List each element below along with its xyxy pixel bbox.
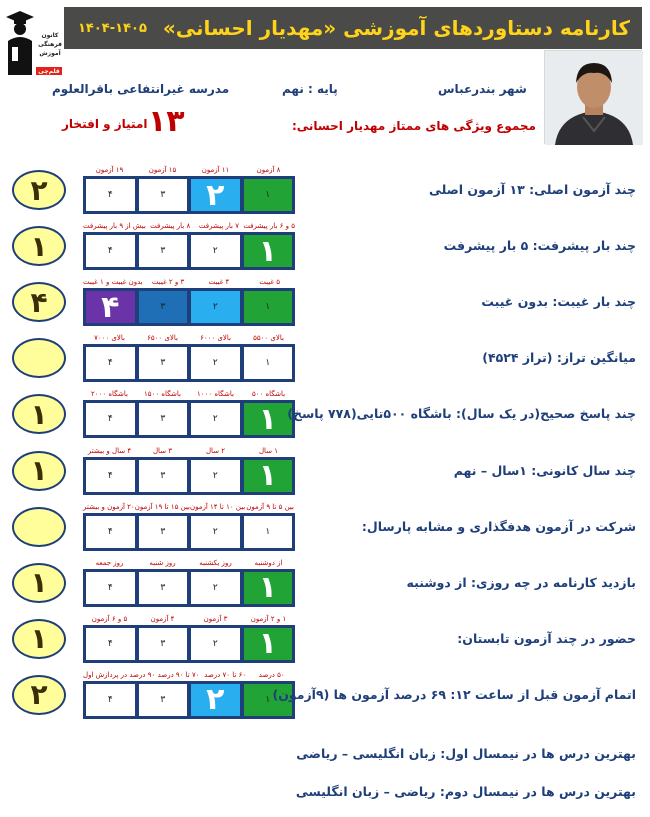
score-circle: ۴ <box>12 282 66 322</box>
level-caption: ۸ بار پیشرفت <box>150 222 191 231</box>
score-circle <box>12 338 66 378</box>
score-circle: ۲ <box>12 170 66 210</box>
level-caption: باشگاه ۵۰۰ <box>251 390 286 399</box>
level-captions <box>83 559 295 569</box>
level-caption: ۵۰ درصد <box>258 670 285 679</box>
level-cell: ۳ <box>138 459 189 493</box>
logo <box>4 7 62 77</box>
level-caption: بین ۱۵ تا ۱۹ آزمون <box>134 502 190 511</box>
level-cell: ۴ <box>85 627 136 661</box>
level-captions <box>83 390 295 400</box>
level-caption: ۲ سال <box>205 446 226 455</box>
score-circle <box>12 507 66 547</box>
level-caption: روز شنبه <box>149 558 176 567</box>
level-cell: ۱ <box>243 290 294 324</box>
level-caption: روز یکشنبه <box>199 558 232 567</box>
header-bar <box>64 7 642 49</box>
level-cell: ۱ <box>243 178 294 212</box>
level-cell: ۳ <box>138 683 189 717</box>
score-circle: ۱ <box>12 394 66 434</box>
criteria-row <box>0 278 650 328</box>
level-grid <box>83 176 295 214</box>
level-grid <box>83 681 295 719</box>
level-cell: ۴ <box>85 402 136 436</box>
total-features-label: مجموع ویژگی های ممتاز مهدیار احسانی: <box>291 119 536 133</box>
level-cell: ۴ <box>85 683 136 717</box>
level-caption: ۶۰ تا ۷۰ درصد <box>204 670 247 679</box>
logo-brand: قلم‌چی <box>38 68 60 75</box>
student-grade: پایه : نهم <box>282 82 338 96</box>
criteria-question: چند آزمون اصلی: ۱۳ آزمون اصلی <box>428 182 636 197</box>
level-caption: ۴ آزمون <box>150 614 175 623</box>
level-cell: ۳ <box>138 234 189 268</box>
level-cell: ۲ <box>190 683 241 717</box>
level-caption: باشگاه ۱۵۰۰ <box>144 390 181 399</box>
level-caption: ۳ سال <box>152 446 173 455</box>
criteria-question: میانگین تراز: (تراز ۴۵۲۴) <box>482 350 636 366</box>
criteria-question: چند بار غیبت: بدون غیبت <box>481 294 636 310</box>
level-cell: ۴ <box>85 290 136 324</box>
student-photo <box>544 50 642 144</box>
level-cell: ۳ <box>138 571 189 605</box>
level-cell: ۲ <box>190 515 241 549</box>
best-subjects-first-term: بهترین درس ها در نیمسال اول: زبان انگلیسی – ریاضی <box>296 746 636 761</box>
criteria-row <box>0 166 650 216</box>
level-grid <box>83 288 295 326</box>
criteria-row <box>0 615 650 665</box>
level-cell: ۳ <box>138 178 189 212</box>
score-circle: ۱ <box>12 451 66 491</box>
level-caption: ۹۰ درصد در پردازش اول <box>83 670 156 679</box>
level-captions <box>83 615 295 625</box>
level-caption: بدون غیبت و ۱ غیبت <box>83 278 143 287</box>
level-cell: ۲ <box>190 346 241 380</box>
level-cell: ۱ <box>243 627 294 661</box>
criteria-question: اتمام آزمون قبل از ساعت ۱۲: ۶۹ درصد آزمون ها (۹آزمون) <box>272 686 636 702</box>
level-caption: بیش از ۹ بار پیشرفت <box>83 222 146 231</box>
criteria-row <box>0 222 650 272</box>
criteria-row <box>0 334 650 384</box>
level-cell: ۴ <box>85 459 136 493</box>
level-cell: ۱ <box>243 234 294 268</box>
level-grid <box>83 625 295 663</box>
level-cell: ۴ <box>85 571 136 605</box>
student-school: مدرسه غیرانتفاعی باقرالعلوم <box>52 82 230 96</box>
level-cell: ۱ <box>243 402 294 436</box>
level-cell: ۲ <box>190 402 241 436</box>
level-caption: باشگاه ۱۰۰۰ <box>197 390 234 399</box>
level-cell: ۴ <box>85 178 136 212</box>
level-caption: ۲۰ آزمون و بیشتر <box>83 502 135 511</box>
level-caption: بالای ۶۵۰۰ <box>147 334 178 343</box>
level-caption: ۵ غیبت <box>259 278 280 287</box>
level-caption: ۱۱ آزمون <box>201 166 230 174</box>
criteria-question: چند سال کانونی: ۱سال – نهم <box>453 462 636 478</box>
level-captions <box>83 503 295 513</box>
level-cell: ۳ <box>138 402 189 436</box>
level-captions <box>83 447 295 457</box>
level-cell: ۲ <box>190 459 241 493</box>
level-caption: ۷۰ تا ۹۰ درصد <box>157 670 200 679</box>
student-city: شهر بندرعباس <box>438 82 527 96</box>
level-captions <box>83 278 295 288</box>
score-circle: ۱ <box>12 563 66 603</box>
criteria-question: بازدید کارنامه در چه روزی: از دوشنبه <box>406 574 636 590</box>
level-caption: ۱ و ۲ آزمون <box>250 614 287 623</box>
level-caption: بالای ۶۰۰۰ <box>200 334 231 343</box>
level-captions <box>83 671 295 681</box>
criteria-row <box>0 559 650 609</box>
level-cell: ۱ <box>243 515 294 549</box>
header-year: ۱۴۰۴-۱۴۰۵ <box>78 20 147 36</box>
level-cell: ۱ <box>243 459 294 493</box>
level-grid <box>83 400 295 438</box>
criteria-row <box>0 671 650 721</box>
student-avatar-icon <box>545 51 643 145</box>
level-captions <box>83 166 295 176</box>
level-cell: ۲ <box>190 571 241 605</box>
level-cell: ۲ <box>190 178 241 212</box>
level-grid <box>83 232 295 270</box>
level-grid <box>83 457 295 495</box>
level-cell: ۱ <box>243 571 294 605</box>
criteria-row <box>0 447 650 497</box>
best-subjects-second-term: بهترین درس ها در نیمسال دوم: ریاضی – زبان انگلیسی <box>295 784 636 799</box>
criteria-question: شرکت در آزمون هدفگذاری و مشابه پارسال: <box>361 518 636 534</box>
criteria-question: چند بار پیشرفت: ۵ بار پیشرفت <box>443 238 636 254</box>
level-caption: باشگاه ۲۰۰۰ <box>91 390 128 399</box>
criteria-row <box>0 390 650 440</box>
level-caption: ۴ سال و بیشتر <box>87 446 132 455</box>
logo-text: کانون فرهنگی آموزش <box>38 32 62 57</box>
level-caption: ۵ و ۶ آزمون <box>91 614 128 623</box>
level-caption: از دوشنبه <box>254 558 283 567</box>
level-cell: ۱ <box>243 683 294 717</box>
level-cell: ۴ <box>85 346 136 380</box>
level-caption: روز جمعه <box>95 558 124 567</box>
level-cell: ۴ <box>85 515 136 549</box>
level-captions <box>83 334 295 344</box>
total-features-value: ۱۳ <box>148 104 185 139</box>
level-caption: ۱۹ آزمون <box>95 166 124 174</box>
level-cell: ۳ <box>138 627 189 661</box>
criteria-row <box>0 503 650 553</box>
level-caption: ۱ سال <box>258 446 279 455</box>
score-circle: ۱ <box>12 619 66 659</box>
header-title: کارنامه دستاوردهای آموزشی «مهدیار احسانی» <box>162 16 630 40</box>
level-captions <box>83 222 295 232</box>
level-grid <box>83 513 295 551</box>
level-cell: ۳ <box>138 346 189 380</box>
level-caption: بالای ۷۰۰۰ <box>94 334 125 343</box>
level-cell: ۴ <box>85 234 136 268</box>
level-cell: ۱ <box>243 346 294 380</box>
level-caption: بالای ۵۵۰۰ <box>253 334 284 343</box>
level-caption: ۳ آزمون <box>203 614 228 623</box>
score-circle: ۲ <box>12 675 66 715</box>
level-grid <box>83 569 295 607</box>
level-caption: بین ۵ تا ۹ آزمون <box>246 502 294 511</box>
score-circle: ۱ <box>12 226 66 266</box>
level-caption: ۱۵ آزمون <box>148 166 177 174</box>
level-caption: ۵ و ۶ بار پیشرفت <box>243 222 295 231</box>
level-grid <box>83 344 295 382</box>
level-cell: ۲ <box>190 627 241 661</box>
level-caption: ۳ و ۲ غیبت <box>151 278 185 287</box>
level-caption: ۸ آزمون <box>256 166 281 174</box>
score-label: امتیاز و افتخار <box>62 117 148 131</box>
level-caption: بین ۱۰ تا ۱۴ آزمون <box>189 502 246 511</box>
level-cell: ۲ <box>190 290 241 324</box>
level-cell: ۲ <box>190 234 241 268</box>
level-cell: ۳ <box>138 290 189 324</box>
criteria-question: حضور در چند آزمون تابستان: <box>457 630 636 646</box>
level-cell: ۳ <box>138 515 189 549</box>
criteria-question: چند پاسخ صحیح(در یک سال): باشگاه ۵۰۰تایی(۷۷۸ پاسخ) <box>287 406 636 422</box>
level-caption: ۷ بار پیشرفت <box>198 222 239 231</box>
level-caption: ۴ غیبت <box>208 278 230 287</box>
